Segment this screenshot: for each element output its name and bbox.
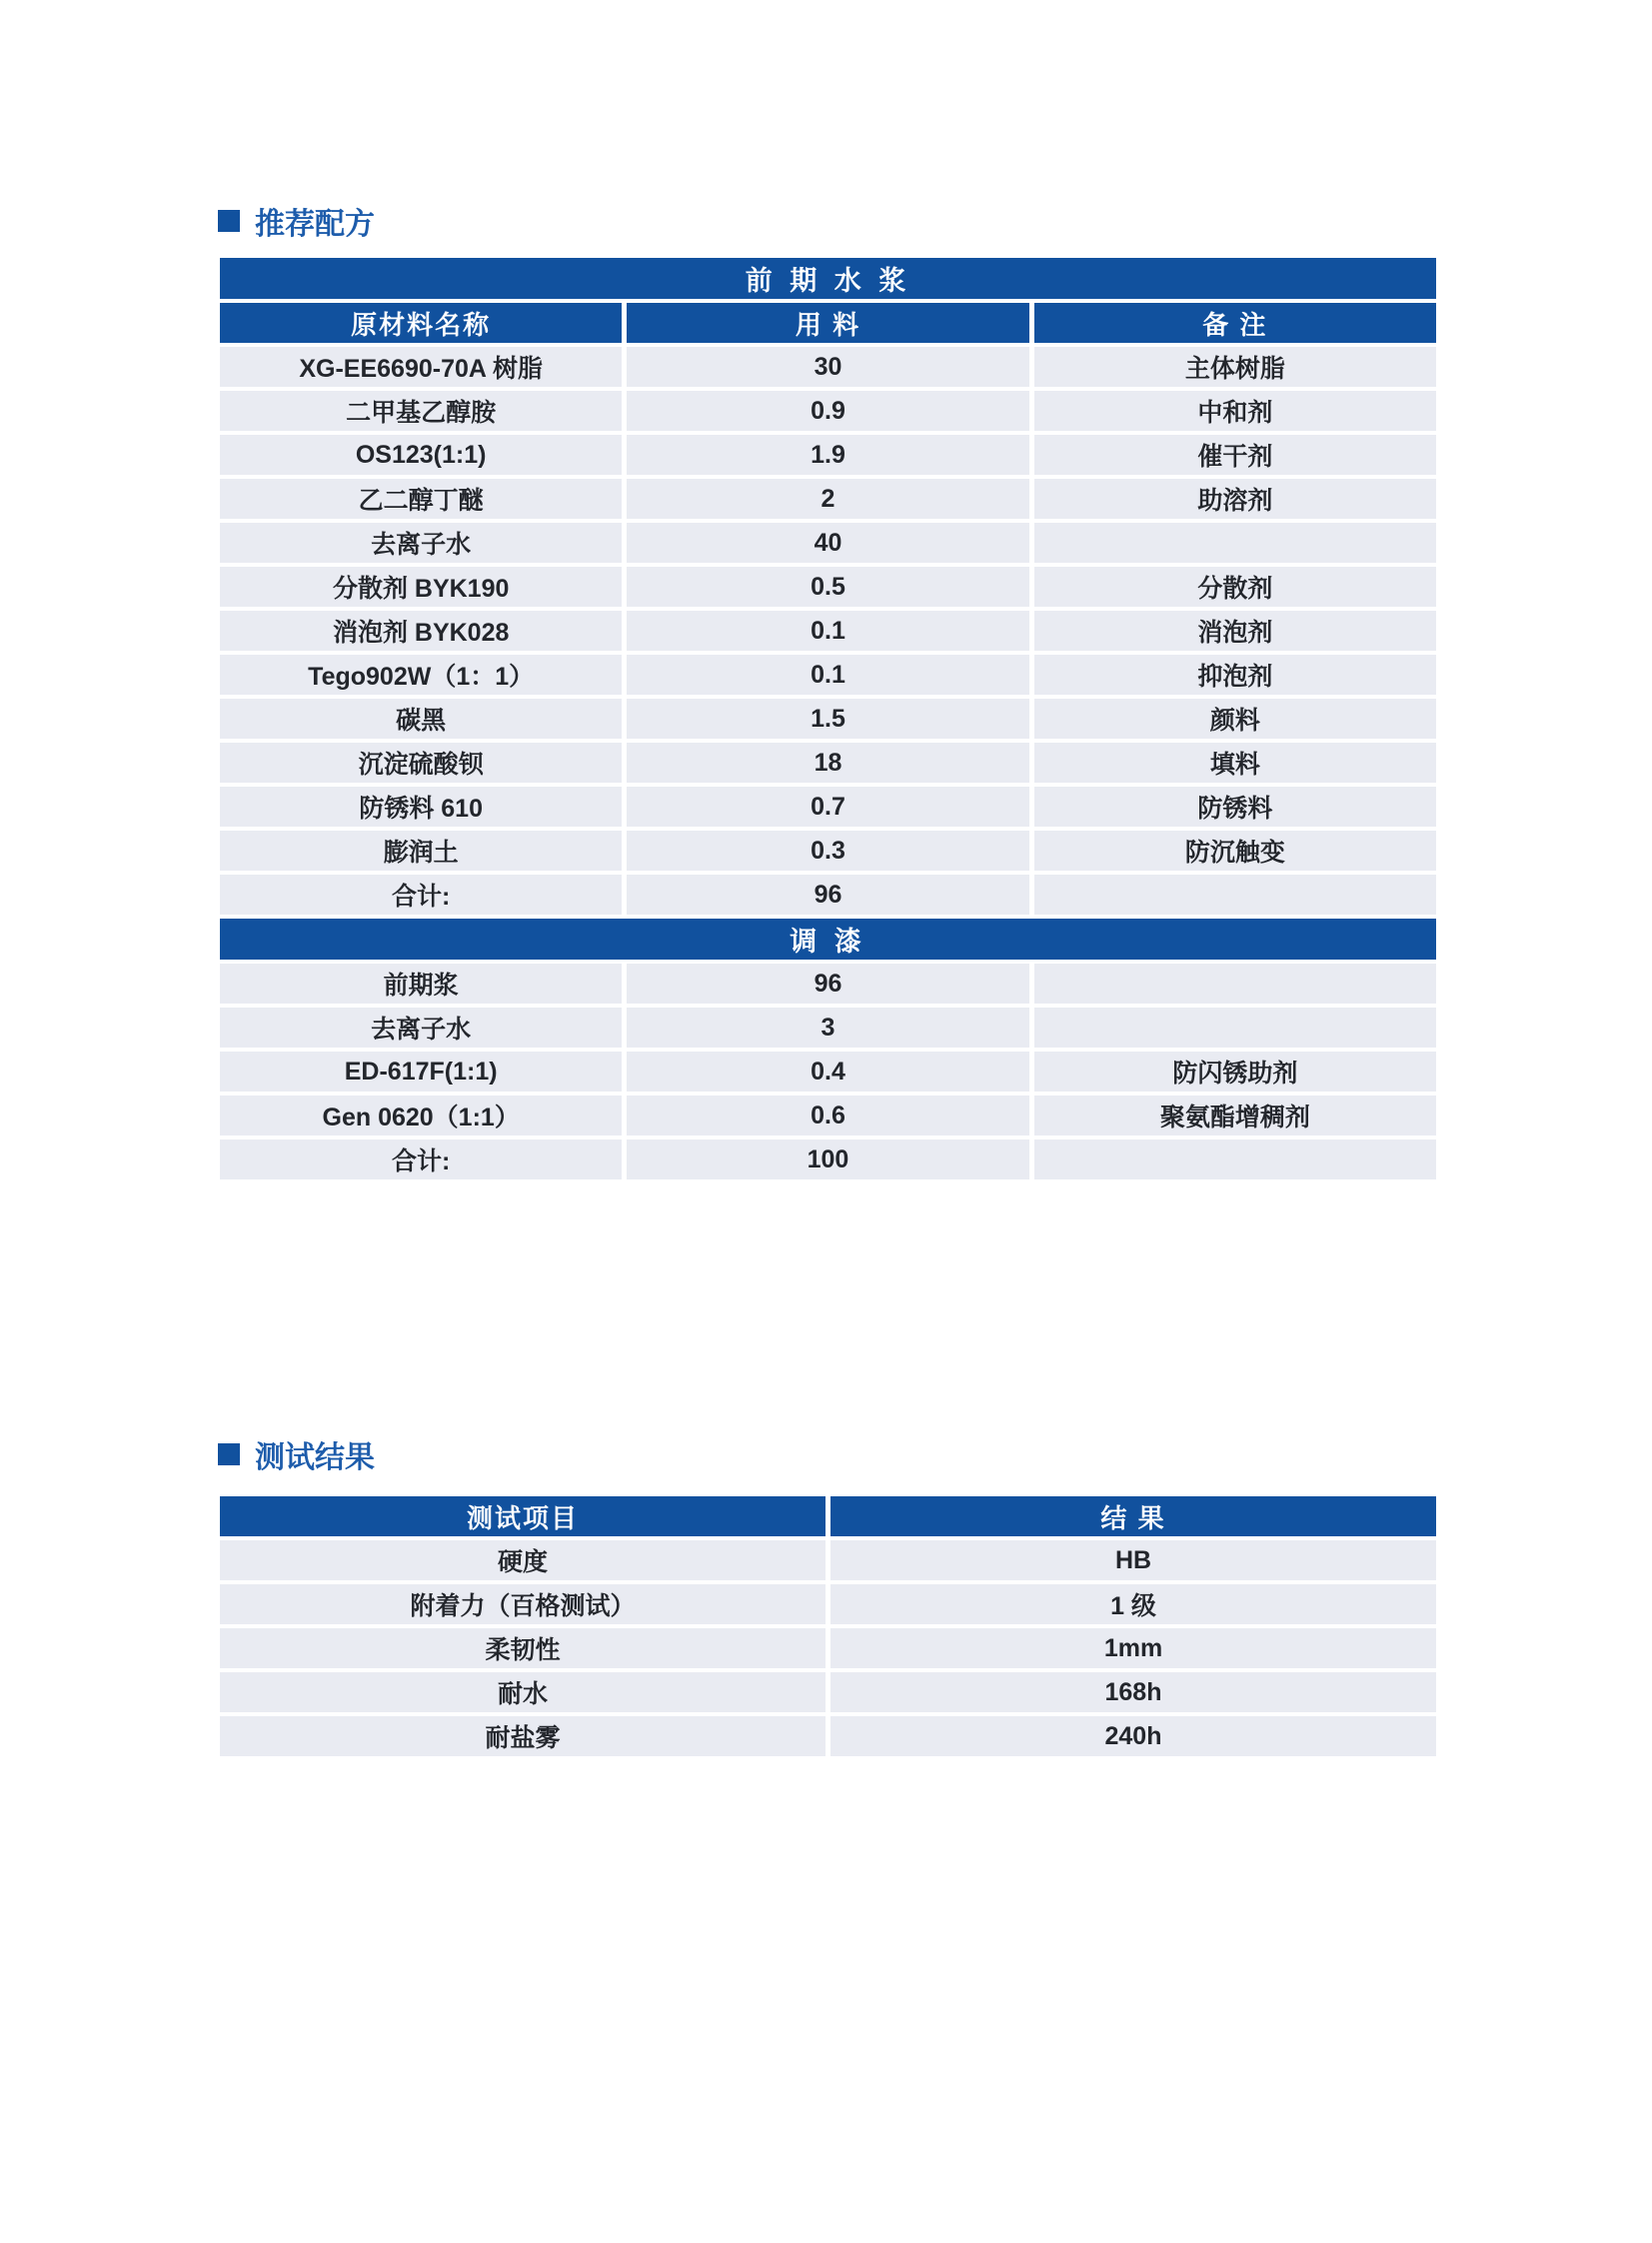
note-cell: 中和剂	[1034, 391, 1436, 431]
note-cell	[1034, 1139, 1436, 1179]
amount-cell: 0.3	[627, 831, 1028, 871]
material-cell: 膨润土	[220, 831, 622, 871]
test-section-title-label: 测试结果	[255, 1441, 375, 1474]
test-item-cell: 柔韧性	[220, 1628, 826, 1668]
group-header-letdown: 调 漆	[220, 919, 1436, 960]
test-item-cell: 耐盐雾	[220, 1716, 826, 1756]
note-cell	[1034, 523, 1436, 563]
amount-cell-total: 96	[627, 875, 1028, 915]
note-cell: 颜料	[1034, 699, 1436, 739]
note-cell	[1034, 964, 1436, 1004]
material-cell: ED-617F(1:1)	[220, 1052, 622, 1092]
material-cell: Tego902W（1：1）	[220, 655, 622, 695]
material-cell: 分散剂 BYK190	[220, 567, 622, 607]
note-cell: 抑泡剂	[1034, 655, 1436, 695]
test-item-cell: 附着力（百格测试）	[220, 1584, 826, 1624]
test-section-title	[218, 1432, 375, 1476]
amount-cell: 1.9	[627, 435, 1028, 475]
amount-cell: 0.1	[627, 655, 1028, 695]
square-bullet-icon	[218, 1443, 240, 1465]
amount-cell: 0.6	[627, 1096, 1028, 1135]
material-cell: 前期浆	[220, 964, 622, 1004]
note-cell	[1034, 1008, 1436, 1048]
note-cell: 分散剂	[1034, 567, 1436, 607]
result-cell: 1mm	[830, 1628, 1436, 1668]
note-cell: 聚氨酯增稠剂	[1034, 1096, 1436, 1135]
amount-cell: 40	[627, 523, 1028, 563]
amount-cell: 0.5	[627, 567, 1028, 607]
group-header-premix: 前 期 水 浆	[220, 258, 1436, 299]
test-item-cell: 耐水	[220, 1672, 826, 1712]
note-cell: 消泡剂	[1034, 611, 1436, 651]
material-cell: XG-EE6690-70A 树脂	[220, 347, 622, 387]
amount-cell: 0.4	[627, 1052, 1028, 1092]
amount-cell: 0.1	[627, 611, 1028, 651]
material-cell: 去离子水	[220, 1008, 622, 1048]
note-cell: 主体树脂	[1034, 347, 1436, 387]
test-results-table	[220, 1496, 1436, 1756]
amount-cell: 3	[627, 1008, 1028, 1048]
material-cell: 二甲基乙醇胺	[220, 391, 622, 431]
column-header-material: 原材料名称	[220, 303, 622, 343]
column-header-note: 备 注	[1034, 303, 1436, 343]
material-cell-total: 合计:	[220, 1139, 622, 1179]
result-cell: 1 级	[830, 1584, 1436, 1624]
amount-cell: 18	[627, 743, 1028, 783]
amount-cell-total: 100	[627, 1139, 1028, 1179]
material-cell: 去离子水	[220, 523, 622, 563]
note-cell	[1034, 875, 1436, 915]
note-cell: 助溶剂	[1034, 479, 1436, 519]
material-cell-total: 合计:	[220, 875, 622, 915]
material-cell: OS123(1:1)	[220, 435, 622, 475]
formula-section-title	[218, 199, 375, 243]
amount-cell: 30	[627, 347, 1028, 387]
column-header-amount: 用 料	[627, 303, 1028, 343]
column-header-result: 结 果	[830, 1496, 1436, 1536]
note-cell: 防锈料	[1034, 787, 1436, 827]
amount-cell: 1.5	[627, 699, 1028, 739]
amount-cell: 2	[627, 479, 1028, 519]
note-cell: 防沉触变	[1034, 831, 1436, 871]
test-item-cell: 硬度	[220, 1540, 826, 1580]
formula-section-title-label: 推荐配方	[255, 208, 375, 241]
note-cell: 催干剂	[1034, 435, 1436, 475]
result-cell: HB	[830, 1540, 1436, 1580]
material-cell: 乙二醇丁醚	[220, 479, 622, 519]
amount-cell: 0.9	[627, 391, 1028, 431]
formula-table	[220, 258, 1436, 1179]
material-cell: 防锈料 610	[220, 787, 622, 827]
note-cell: 防闪锈助剂	[1034, 1052, 1436, 1092]
result-cell: 168h	[830, 1672, 1436, 1712]
column-header-test-item: 测试项目	[220, 1496, 826, 1536]
note-cell: 填料	[1034, 743, 1436, 783]
material-cell: 沉淀硫酸钡	[220, 743, 622, 783]
result-cell: 240h	[830, 1716, 1436, 1756]
square-bullet-icon	[218, 210, 240, 232]
amount-cell: 0.7	[627, 787, 1028, 827]
material-cell: 消泡剂 BYK028	[220, 611, 622, 651]
material-cell: 碳黑	[220, 699, 622, 739]
material-cell: Gen 0620（1:1）	[220, 1096, 622, 1135]
amount-cell: 96	[627, 964, 1028, 1004]
